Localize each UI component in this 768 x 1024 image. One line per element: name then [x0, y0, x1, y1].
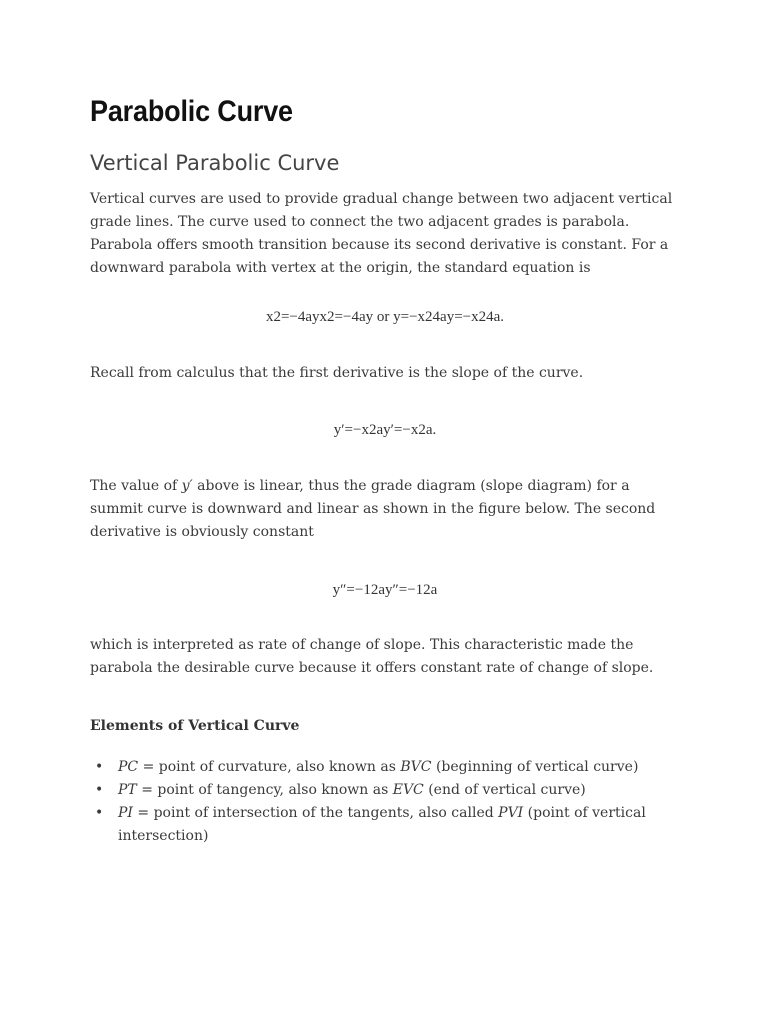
page-title: Parabolic Curve [90, 95, 293, 128]
elements-list [90, 756, 680, 848]
standard-equation: x2=−4ayx2=−4ay or y=−x24ay=−x24a. [265, 309, 505, 325]
element-term: PT [118, 782, 137, 798]
variable-y-prime: y′ [181, 478, 193, 494]
element-abbreviation: PVI [498, 805, 524, 821]
bullet-icon: • [95, 805, 104, 821]
element-description: = point of tangency, also known as [136, 782, 393, 798]
element-expansion: (end of vertical curve) [423, 782, 586, 798]
list-item [90, 779, 680, 802]
element-description: = point of intersection of the tangents, also called [132, 805, 499, 821]
intro-paragraph: Vertical curves are used to provide gradual change between two adjacent vertical grade lines. The curve used to connect the two adjacent grades is parabola. Parabola offers smooth transition because its second derivative is constant. For a downward parabola with vertex at the origin, the standard equation is [90, 191, 673, 276]
second-derivative-equation: y″=−12ay″=−12a [332, 582, 438, 598]
list-item [90, 802, 680, 848]
interpretation-paragraph: which is interpreted as rate of change of slope. This characteristic made the parabola the desirable curve because it offers constant rate of change of slope. [90, 637, 654, 676]
element-description: = point of curvature, also known as [138, 759, 401, 775]
list-item [90, 756, 680, 779]
section-heading: Vertical Parabolic Curve [90, 151, 340, 175]
article-content [90, 92, 680, 848]
bullet-icon: • [95, 782, 104, 798]
element-abbreviation: BVC [400, 759, 432, 775]
element-expansion: (beginning of vertical curve) [431, 759, 639, 775]
recall-paragraph: Recall from calculus that the first derivative is the slope of the curve. [90, 365, 584, 381]
paragraph-text: The value of [90, 478, 182, 494]
element-term: PI [118, 805, 133, 821]
elements-heading: Elements of Vertical Curve [90, 718, 300, 734]
linear-slope-paragraph [90, 475, 680, 544]
first-derivative-equation: y′=−x2ay′=−x2a. [333, 422, 437, 438]
paragraph-text: above is linear, thus the grade diagram (slope diagram) for a summit curve is downward and linear as shown in the figure below. The second derivative is obviously constant [90, 478, 656, 540]
element-abbreviation: EVC [392, 782, 424, 798]
element-expansion: (point of vertical intersection) [118, 805, 646, 844]
bullet-icon: • [95, 759, 104, 775]
element-term: PC [118, 759, 139, 775]
